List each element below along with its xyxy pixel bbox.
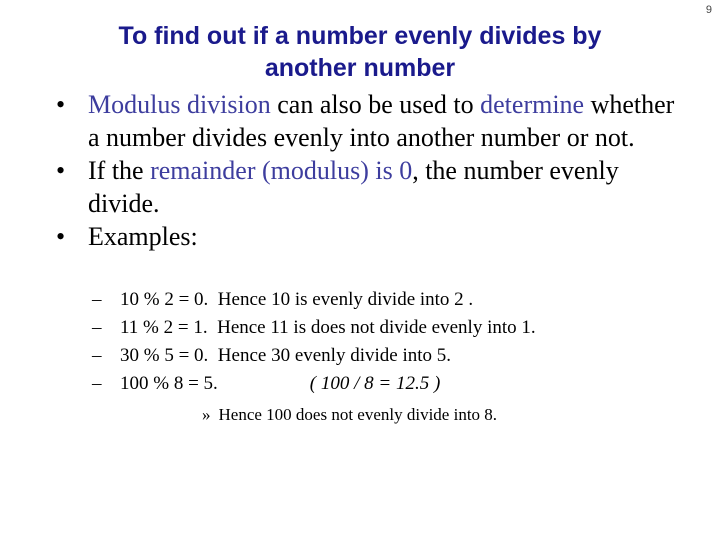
bullet-list: [56, 88, 676, 253]
dash-marker: –: [92, 345, 102, 366]
bullet-text-part: determine: [480, 90, 585, 119]
sub-example-text: Hence 100 does not evenly divide into 8.: [218, 405, 498, 424]
page-number: 9: [705, 4, 712, 16]
bullet-text-part: remainder (modulus) is 0: [150, 156, 413, 185]
sub-marker: »: [202, 405, 211, 424]
dash-marker: –: [92, 289, 102, 310]
bullet-text-part: Modulus division: [88, 90, 271, 119]
example-item: [92, 314, 692, 342]
dash-marker: –: [92, 317, 102, 338]
sub-example: [202, 403, 497, 427]
example-item: [92, 342, 692, 370]
example-item: [92, 370, 692, 398]
example-expression: 11 % 2 = 1.: [120, 317, 208, 338]
example-explanation: Hence 11 is does not divide evenly into 1.: [217, 317, 536, 338]
example-note: ( 100 / 8 = 12.5 ): [309, 373, 441, 394]
bullet-marker: •: [56, 90, 66, 119]
bullet-text-part: If the: [88, 156, 151, 185]
bullet-modulus-determine: [56, 88, 676, 154]
example-expression: 100 % 8 = 5.: [120, 373, 218, 394]
example-expression: 30 % 5 = 0.: [120, 345, 209, 366]
title-line-1: To find out if a number evenly divides by: [118, 22, 602, 50]
examples-list: [92, 286, 692, 398]
bullet-text-part: whether a number divides evenly into another number or not.: [88, 90, 675, 152]
bullet-marker: •: [56, 156, 66, 185]
example-expression: 10 % 2 = 0.: [120, 289, 209, 310]
example-item: [92, 286, 692, 314]
slide-title: [60, 20, 660, 84]
title-line-2: another number: [264, 54, 456, 82]
bullet-text-part: , the number evenly divide.: [88, 156, 619, 218]
bullet-marker: •: [56, 222, 66, 251]
bullet-remainder-zero: [56, 154, 676, 220]
bullet-examples: [56, 220, 676, 253]
example-explanation: Hence 10 is evenly divide into 2 .: [217, 289, 474, 310]
bullet-text-part: can also be used to: [270, 90, 481, 119]
dash-marker: –: [92, 373, 102, 394]
example-explanation: Hence 30 evenly divide into 5.: [217, 345, 452, 366]
bullet-text-part: Examples:: [88, 222, 198, 251]
